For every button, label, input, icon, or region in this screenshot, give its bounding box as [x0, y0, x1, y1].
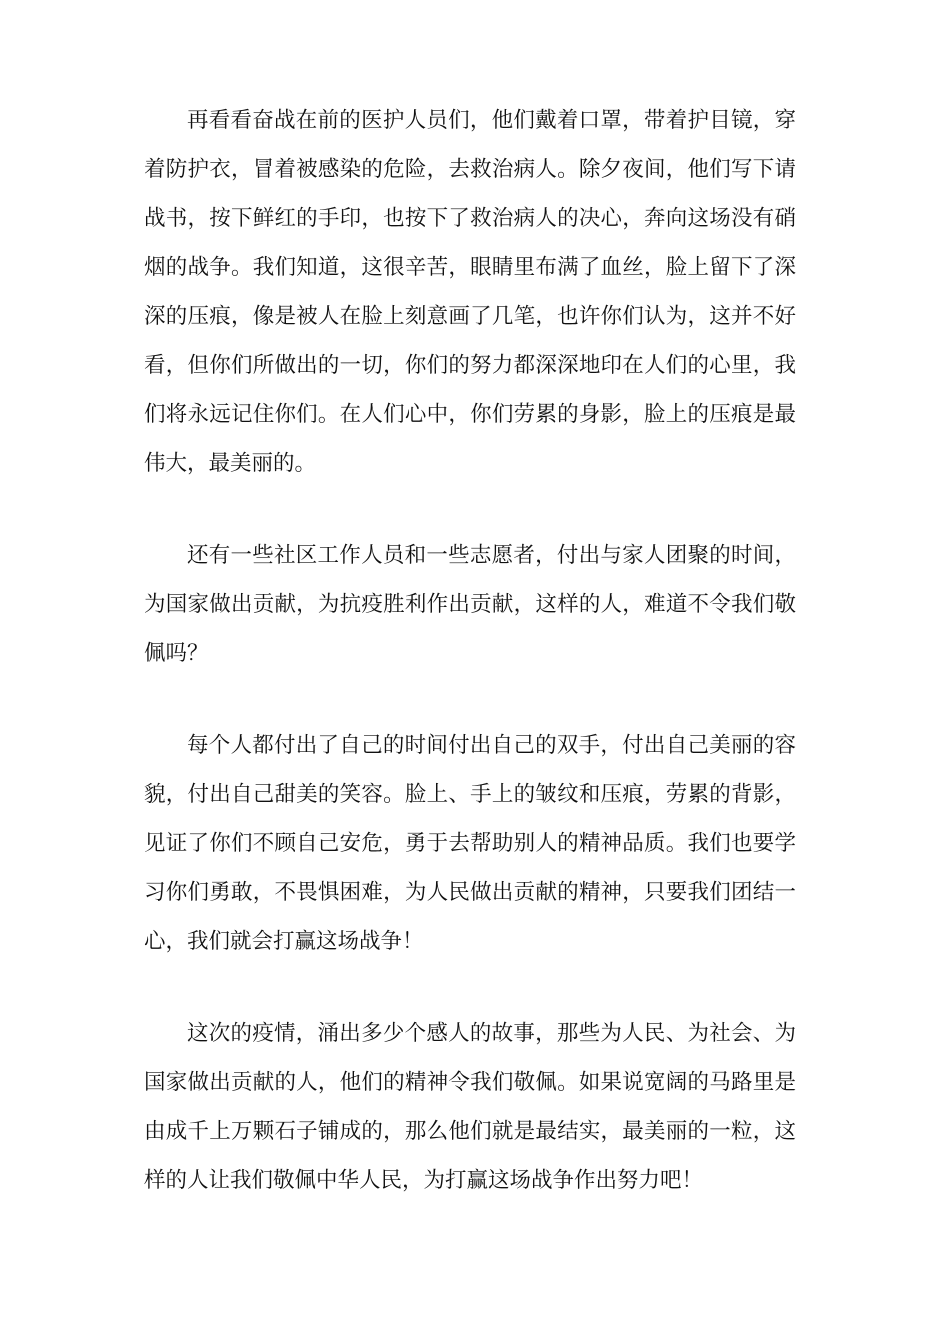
paragraph-3: 每个人都付出了自己的时间付出自己的双手，付出自己美丽的容貌，付出自己甜美的笑容。脸上、手上的皱纹和压痕，劳累的背影，见证了你们不顾自己安危，勇于去帮助别人的精神品质。我们也要学习你们勇敢，不畏惧困难，为人民做出贡献的精神，只要我们团结一心，我们就会打赢这场战争！ — [144, 733, 796, 954]
paragraph-4: 这次的疫情，涌出多少个感人的故事，那些为人民、为社会、为国家做出贡献的人，他们的精神令我们敬佩。如果说宽阔的马路里是由成千上万颗石子铺成的，那么他们就是最结实，最美丽的一粒，这样的人让我们敬佩中华人民，为打赢这场战争作出努力吧！ — [144, 1021, 796, 1193]
paragraph-2: 还有一些社区工作人员和一些志愿者，付出与家人团聚的时间，为国家做出贡献，为抗疫胜利作出贡献，这样的人，难道不令我们敬佩吗？ — [144, 543, 796, 666]
paragraph-1: 再看看奋战在前的医护人员们，他们戴着口罩，带着护目镜，穿着防护衣，冒着被感染的危险，去救治病人。除夕夜间，他们写下请战书，按下鲜红的手印，也按下了救治病人的决心，奔向这场没有硝烟的战争。我们知道，这很辛苦，眼睛里布满了血丝，脸上留下了深深的压痕，像是被人在脸上刻意画了几笔，也许你们认为，这并不好看，但你们所做出的一切，你们的努力都深深地印在人们的心里，我们将永远记住你们。在人们心中，你们劳累的身影，脸上的压痕是最伟大，最美丽的。 — [144, 108, 796, 476]
document-body — [144, 96, 796, 1248]
